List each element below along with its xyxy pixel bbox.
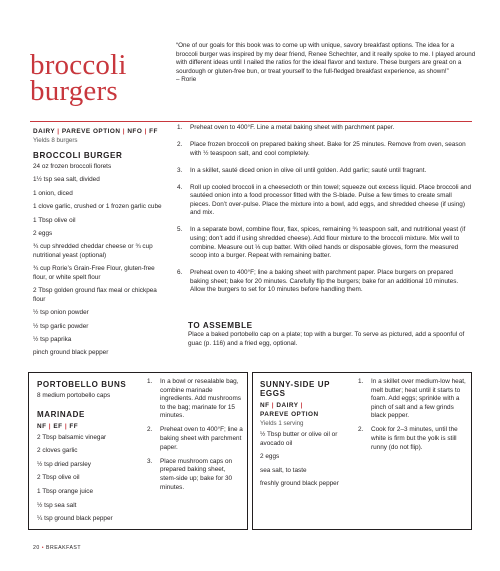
tag-dairy: DAIRY: [276, 402, 299, 409]
ingredient-item: 2 Tbsp balsamic vinegar: [37, 433, 107, 441]
ingredient-item: sea salt, to taste: [260, 466, 307, 474]
intro-quote: [176, 42, 476, 85]
tag-pareve-option: PAREVE OPTION: [61, 128, 121, 135]
step-number: 3.: [177, 166, 183, 174]
step-text: In a skillet, sauté diced onion in olive oil until golden. Add garlic; sauté until fragrant.: [190, 166, 427, 174]
step-text: In a bowl or resealable bag, combine marinade ingredients. Add mushrooms to the bag; marinate for 15 minutes.: [160, 378, 241, 420]
section-heading-marinade: MARINADE: [37, 409, 85, 419]
step-number: 4.: [177, 183, 183, 191]
title-line-2: burgers: [30, 75, 118, 107]
step-number: 5.: [177, 226, 183, 234]
page-footer: 20 • BREAKFAST: [33, 545, 82, 551]
title-line-1: broccoli: [30, 49, 127, 81]
ingredient-item: 2 Tbsp olive oil: [37, 474, 80, 482]
ingredient-item: freshly ground black pepper: [260, 480, 339, 488]
method-step: [177, 184, 473, 218]
step-number: 1.: [358, 378, 364, 385]
ingredients-column: [33, 127, 168, 363]
ingredient-item: ½ tsp paprika: [33, 336, 72, 344]
section-heading-to-assemble: TO ASSEMBLE: [188, 321, 253, 330]
method-step: [358, 426, 468, 452]
ingredient-item: 2 Tbsp golden ground flax meal or chickpea flour: [33, 287, 157, 303]
tag-nf: NF: [37, 422, 47, 430]
ingredient-item: ¼ tsp ground black pepper: [37, 515, 113, 523]
section-name: BREAKFAST: [45, 545, 82, 551]
ingredient-item: 1 Tbsp orange juice: [37, 487, 94, 495]
ingredient-item: ¾ cup shredded cheddar cheese or ¾ cup nutritional yeast (optional): [33, 243, 153, 259]
intro-signature: – Rorie: [176, 76, 197, 84]
page-number: 20: [33, 545, 40, 551]
section-heading-portobello-buns: PORTOBELLO BUNS: [37, 380, 127, 389]
portobello-steps: [147, 378, 243, 498]
method-step: [147, 426, 243, 452]
section-heading-sunny-side-up-eggs: SUNNY-SIDE UP EGGS: [260, 380, 330, 398]
step-text: In a separate bowl, combine flour, flax, spices, remaining ¾ teaspoon salt, and nutritional yeast (if using; don’t add if using shredded cheese). Add flour mixture to the broccoli mixture. Mix well to combine. Measure out ⅓ cup batter. With oiled hands or disposable gloves, form the measured scoop into a burger. Repeat with remaining batter.: [190, 226, 466, 260]
intro-text: “One of our goals for this book was to come up with unique, savory breakfast options. The idea for a broccoli burger was inspired by my dear friend, Renee Schechter, and it really spoke to me. I played around with different ideas until I nailed the ratios for the ideal flavor and texture. These burgers are great on a sourdough or gluten-free bun, or treat yourself to the full-fledged breakfast experience, as shown!”: [176, 42, 476, 75]
step-text: Preheat oven to 400°F; line a baking sheet with parchment paper.: [160, 426, 243, 451]
eggs-tags: NF | DAIRY | PAREVE OPTION: [260, 402, 319, 418]
step-text: In a skillet over medium-low heat, melt butter; heat until it starts to foam. Add eggs; sprinkle with a pinch of salt and a few grinds black pepper.: [371, 378, 466, 420]
tag-dairy: DAIRY: [33, 128, 56, 135]
method-step: [177, 141, 473, 158]
eggs-ingredients: [260, 380, 356, 494]
tag-ff: FF: [149, 128, 158, 135]
recipe-title: [30, 49, 127, 107]
ingredient-item: 1 clove garlic, crushed or 1 frozen garlic cube: [33, 203, 162, 211]
step-number: 2.: [147, 426, 153, 434]
ingredient-item: 24 oz frozen broccoli florets: [33, 163, 112, 170]
assemble-text: Place a baked portobello cap on a plate; top with a burger. To serve as pictured, add a spoonful of guac (p. 116) and a fried egg, optional.: [188, 331, 465, 347]
tag-nf: NF: [260, 402, 270, 409]
method-step: [358, 378, 468, 421]
ingredient-item: 2 cloves garlic: [37, 447, 78, 455]
method-step: [147, 458, 243, 492]
ingredient-item: ½ tsp garlic powder: [33, 322, 89, 330]
ingredient-item: 1 Tbsp olive oil: [33, 216, 76, 224]
marinade-tags: NF | EF | FF: [37, 422, 79, 430]
portobello-ingredients: [37, 380, 137, 529]
yield: Yields 8 burgers: [33, 137, 78, 144]
method-step: [177, 124, 473, 133]
sunny-side-eggs-box: [252, 372, 472, 530]
step-text: Place frozen broccoli on prepared baking sheet. Bake for 25 minutes. Remove from oven, season with ½ teaspoon salt, and cool completely.: [190, 140, 466, 157]
method-step: [177, 269, 473, 295]
ingredient-item: pinch ground black pepper: [33, 349, 109, 357]
tag-nfo: NFO: [127, 128, 143, 135]
method-step: [147, 378, 243, 421]
step-text: Preheat oven to 400°F. Line a metal baking sheet with parchment paper.: [190, 124, 395, 131]
ingredient-item: 1 onion, diced: [33, 189, 73, 197]
ingredient-item: ½ Tbsp butter or olive oil or avocado oil: [260, 431, 338, 447]
method-steps: [177, 124, 473, 303]
step-text: Preheat oven to 400°F; line a baking sheet with parchment paper. Place burgers on prepared baking sheet; bake for 20 minutes. Carefully flip the burgers; bake for an additional 10 minutes. Allow the burgers to set for 10 minutes before handling them.: [190, 269, 459, 294]
tag-ef: EF: [53, 422, 63, 430]
ingredient-item: 2 eggs: [33, 229, 53, 237]
ingredient-item: 1½ tsp sea salt, divided: [33, 176, 100, 184]
step-number: 1.: [177, 124, 183, 131]
method-step: [177, 167, 473, 176]
ingredient-item: 2 eggs: [260, 453, 280, 461]
yield: Yields 1 serving: [260, 420, 304, 427]
ingredient-item: 8 medium portobello caps: [37, 392, 111, 399]
portobello-buns-box: [28, 372, 248, 530]
step-number: 2.: [358, 426, 364, 434]
tag-pareve-option: PAREVE OPTION: [260, 411, 319, 418]
step-number: 3.: [147, 457, 153, 465]
tag-ff: FF: [69, 422, 79, 430]
divider: [30, 121, 472, 122]
diet-tags: DAIRY | PAREVE OPTION | NFO | FF: [33, 128, 158, 135]
step-text: Cook for 2–3 minutes, until the white is firm but the yolk is still runny (do not flip).: [371, 426, 458, 451]
step-number: 2.: [177, 140, 183, 148]
ingredient-item: ¾ cup Rorie’s Grain-Free Flour, gluten-free flour, or white spelt flour: [33, 265, 155, 281]
step-text: Place mushroom caps on prepared baking sheet, stem-side up; bake for 30 minutes.: [160, 457, 233, 491]
eggs-steps: [358, 378, 468, 458]
ingredient-list: [33, 163, 168, 358]
section-heading-broccoli-burger: BROCCOLI BURGER: [33, 151, 123, 160]
step-number: 1.: [147, 378, 153, 385]
ingredient-item: ½ tsp onion powder: [33, 309, 89, 317]
step-text: Roll up cooled broccoli in a cheesecloth or thin towel; squeeze out excess liquid. Place broccoli and sautéed onion into a food processor fitted with the S-blade. Pulse a few times to create small pieces. Don’t over-pulse. Place the mixture into a bowl, add eggs, and shredded cheese (if using) and mix.: [190, 183, 471, 217]
ingredient-item: ½ tsp dried parsley: [37, 460, 91, 468]
method-step: [177, 226, 473, 260]
step-number: 6.: [177, 269, 183, 277]
ingredient-item: ½ tsp sea salt: [37, 501, 77, 509]
